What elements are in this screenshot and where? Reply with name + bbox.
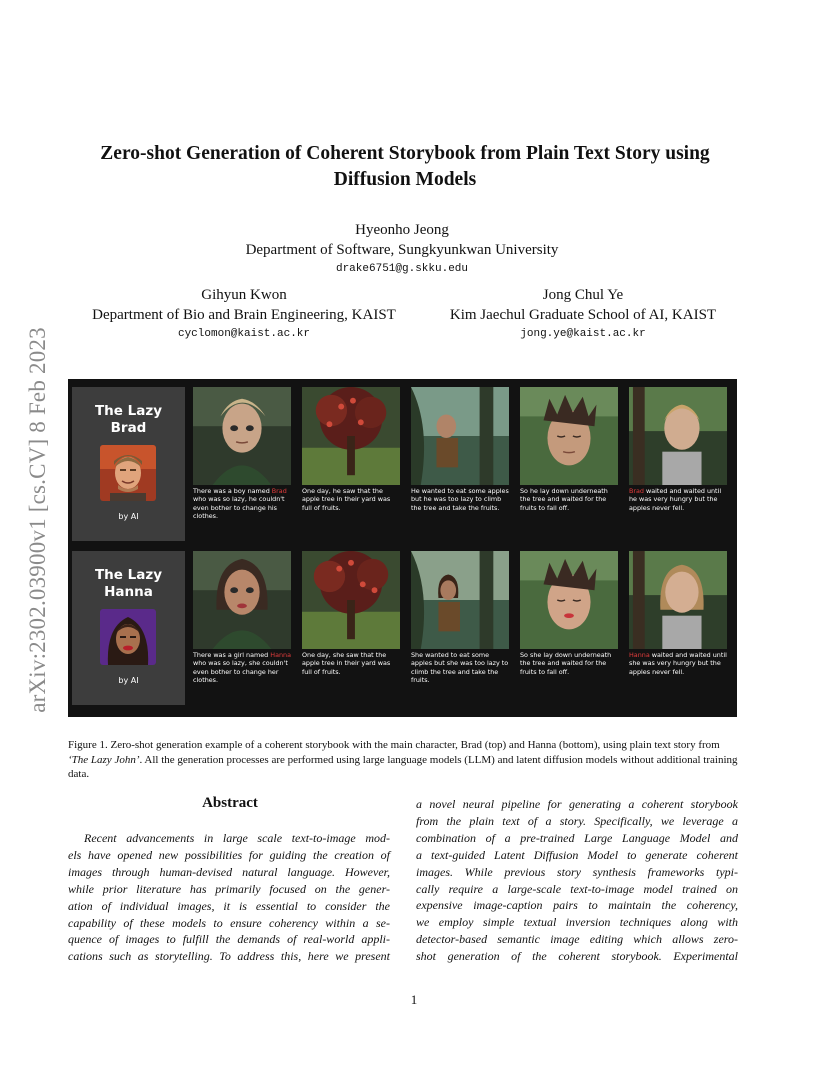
- text-line: Recent advancements in large scale text-to-image mod-: [84, 831, 390, 845]
- story-panel: [189, 551, 295, 705]
- author-email[interactable]: drake6751@g.skku.edu: [335, 263, 469, 275]
- author-name: Hyeonho Jeong: [355, 222, 449, 238]
- arxiv-side-stamp: arXiv:2302.03900v1 [cs.CV] 8 Feb 2023: [25, 327, 50, 713]
- panel-caption: There was a girl named Hanna who was so lazy, she couldn't even bother to change her clothes.: [193, 651, 292, 685]
- story-panel: [407, 387, 513, 541]
- panel-illustration: [193, 387, 291, 485]
- story-panel: [189, 387, 295, 541]
- character-portrait-brad: [100, 445, 156, 501]
- storybook-figure: [68, 379, 737, 717]
- author-block-1: [100, 220, 704, 278]
- story-panel: [516, 387, 622, 541]
- panel-caption: Hanna waited and waited until she was very hungry but the apples never fell.: [629, 651, 727, 676]
- story-panel: [407, 551, 513, 705]
- author-email[interactable]: jong.ye@kaist.ac.kr: [520, 328, 646, 340]
- cover-panel: [72, 387, 185, 541]
- story-panel: [298, 551, 404, 705]
- text-line: cally require a large-scale text-to-image model trained on: [416, 881, 738, 896]
- author-name: Jong Chul Ye: [542, 287, 624, 303]
- panel-caption: She wanted to eat some apples but she was too lazy to climb the tree and take the fruits.: [411, 651, 509, 685]
- author-block-3: [428, 285, 738, 343]
- story-row-brad: [72, 387, 733, 541]
- page-number: 1: [410, 992, 418, 1007]
- panel-caption: There was a boy named Brad who was so lazy, he couldn't even bother to change his clothes.: [193, 487, 287, 521]
- story-panel: [298, 387, 404, 541]
- panel-caption: He wanted to eat some apples but he was too lazy to climb the tree and take the fruits.: [411, 487, 509, 512]
- panel-caption: So she lay down underneath the tree and waited for the fruits to fall off.: [520, 651, 612, 676]
- story-panel: [625, 551, 731, 705]
- text-line: capability of these models to ensure coherency within a se-: [68, 915, 390, 930]
- panel-illustration: [411, 551, 509, 649]
- author-email[interactable]: cyclomon@kaist.ac.kr: [177, 328, 311, 340]
- story-panel: [516, 551, 622, 705]
- panel-illustration: [302, 551, 400, 649]
- text-line: from the plain text of a story. Specifically, we leverage a: [416, 813, 738, 828]
- text-line: ation of individual images, it is essential to consider the: [68, 898, 390, 913]
- panel-caption: Brad waited and waited until he was very hungry but the apples never fell.: [629, 487, 722, 512]
- panel-illustration: [193, 551, 291, 649]
- text-line: els have opened new possibilities for guiding the creation of: [68, 847, 390, 862]
- text-line: we employ simple textual inversion techniques along with: [416, 915, 738, 930]
- figure-caption: Figure 1. Zero-shot generation example of a coherent storybook with the main character, Brad (top) and Hanna (bottom), using plain text story from ‘The Lazy John’. All the generation processes are performed using large language models (LLM) and latent diffusion models without additional training data.: [68, 739, 738, 780]
- panel-illustration: [629, 387, 727, 485]
- byline: by AI: [118, 512, 139, 521]
- text-line: while prior literature has primarily focused on the gener-: [68, 881, 390, 896]
- cover-title: The Lazy Brad: [94, 403, 163, 436]
- text-line: a novel neural pipeline for generating a coherent storybook: [416, 797, 738, 811]
- text-line: a text-guided Latent Diffusion Model to generate coherent: [416, 847, 738, 862]
- panel-illustration: [629, 551, 727, 649]
- text-line: cations such as storytelling. To address this, here we present: [68, 949, 390, 964]
- cover-panel: [72, 551, 185, 705]
- panel-caption: One day, she saw that the apple tree in their yard was full of fruits.: [302, 651, 391, 676]
- text-line: combination of a pre-trained Large Language Model and: [416, 830, 738, 845]
- text-line: quence of images to fulfill the demands of real-world appli-: [68, 932, 390, 947]
- author-affiliation: Department of Software, Sungkyunkwan University: [245, 242, 559, 258]
- abstract-heading: Abstract: [202, 795, 258, 811]
- text-line: shot generation of the coherent storybook. Experimental: [416, 949, 738, 964]
- paper-title: Zero-shot Generation of Coherent Storybook from Plain Text Story using Diffusion Models: [100, 143, 710, 190]
- text-line: detector-based semantic image editing which allows zero-: [416, 932, 738, 947]
- character-portrait-hanna: [100, 609, 156, 665]
- author-affiliation: Department of Bio and Brain Engineering, KAIST: [92, 307, 396, 323]
- text-line: images. While previous story synthesis frameworks typi-: [416, 864, 738, 879]
- story-row-hanna: [72, 551, 733, 705]
- panel-caption: One day, he saw that the apple tree in their yard was full of fruits.: [302, 487, 391, 512]
- panel-illustration: [411, 387, 509, 485]
- story-panel: [625, 387, 731, 541]
- author-affiliation: Kim Jaechul Graduate School of AI, KAIST: [449, 307, 717, 323]
- cover-title: The Lazy Hanna: [94, 567, 163, 600]
- author-name: Gihyun Kwon: [201, 287, 287, 303]
- byline: by AI: [118, 676, 139, 685]
- panel-illustration: [302, 387, 400, 485]
- panel-illustration: [520, 387, 618, 485]
- text-line: expensive image-caption pairs to maintain the coherency,: [416, 898, 738, 913]
- abstract-left-column: [68, 830, 390, 965]
- text-line: images through human-devised natural language. However,: [68, 864, 390, 879]
- panel-illustration: [520, 551, 618, 649]
- abstract-right-column: [416, 796, 738, 965]
- panel-caption: So he lay down underneath the tree and waited for the fruits to fall off.: [520, 487, 608, 512]
- author-block-2: [62, 285, 426, 343]
